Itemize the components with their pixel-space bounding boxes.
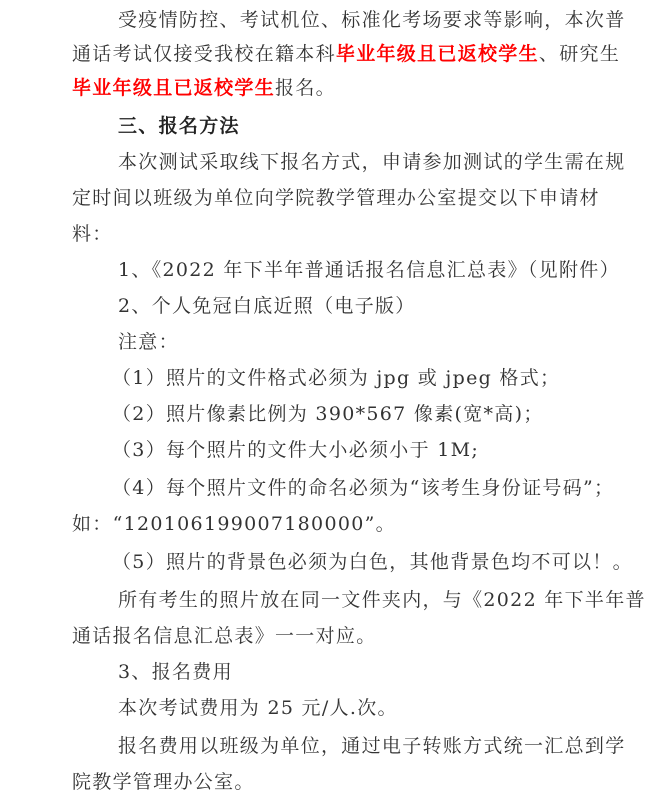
paragraph-line: 本次考试费用为 25 元/人.次。 bbox=[118, 697, 398, 719]
note-item: （5）照片的背景色必须为白色，其他背景色均不可以！。 bbox=[112, 551, 633, 573]
list-item: 3、报名费用 bbox=[118, 661, 233, 683]
list-item: 2、个人免冠白底近照（电子版） bbox=[118, 295, 416, 317]
paragraph-line bbox=[72, 76, 336, 100]
text-run: 通话考试仅接受我校在籍本科 bbox=[72, 43, 336, 65]
note-item-continuation: 如：“120106199007180000”。 bbox=[72, 513, 396, 535]
paragraph-line: 料： bbox=[72, 223, 113, 245]
paragraph-line: 本次测试采取线下报名方式，申请参加测试的学生需在规 bbox=[118, 151, 626, 173]
section-heading: 三、报名方法 bbox=[118, 115, 240, 137]
note-item: （1）照片的文件格式必须为 jpg 或 jpeg 格式； bbox=[112, 367, 561, 389]
paragraph-line: 受疫情防控、考试机位、标准化考场要求等影响，本次普 bbox=[118, 9, 626, 31]
paragraph-line bbox=[72, 42, 620, 66]
note-item: （2）照片像素比例为 390*567 像素(宽*高)； bbox=[112, 403, 544, 425]
paragraph-line: 定时间以班级为单位向学院教学管理办公室提交以下申请材 bbox=[72, 187, 600, 209]
highlighted-text: 毕业年级且已返校学生 bbox=[72, 77, 276, 99]
paragraph-line: 院教学管理办公室。 bbox=[72, 771, 255, 793]
note-label: 注意： bbox=[118, 331, 179, 353]
text-run: 、研究生 bbox=[538, 43, 621, 65]
highlighted-text: 毕业年级且已返校学生 bbox=[335, 43, 539, 65]
note-item: （3）每个照片的文件大小必须小于 1M; bbox=[112, 439, 480, 461]
paragraph-line: 通话报名信息汇总表》一一对应。 bbox=[72, 625, 377, 647]
paragraph-line: 所有考生的照片放在同一文件夹内，与《2022 年下半年普 bbox=[118, 589, 646, 611]
note-item: （4）每个照片文件的命名必须为“该考生身份证号码”； bbox=[112, 477, 615, 499]
paragraph-line: 报名费用以班级为单位，通过电子转账方式统一汇总到学 bbox=[118, 735, 626, 757]
list-item: 1、《2022 年下半年普通话报名信息汇总表》（见附件） bbox=[118, 259, 620, 281]
text-run: 报名。 bbox=[275, 77, 336, 99]
